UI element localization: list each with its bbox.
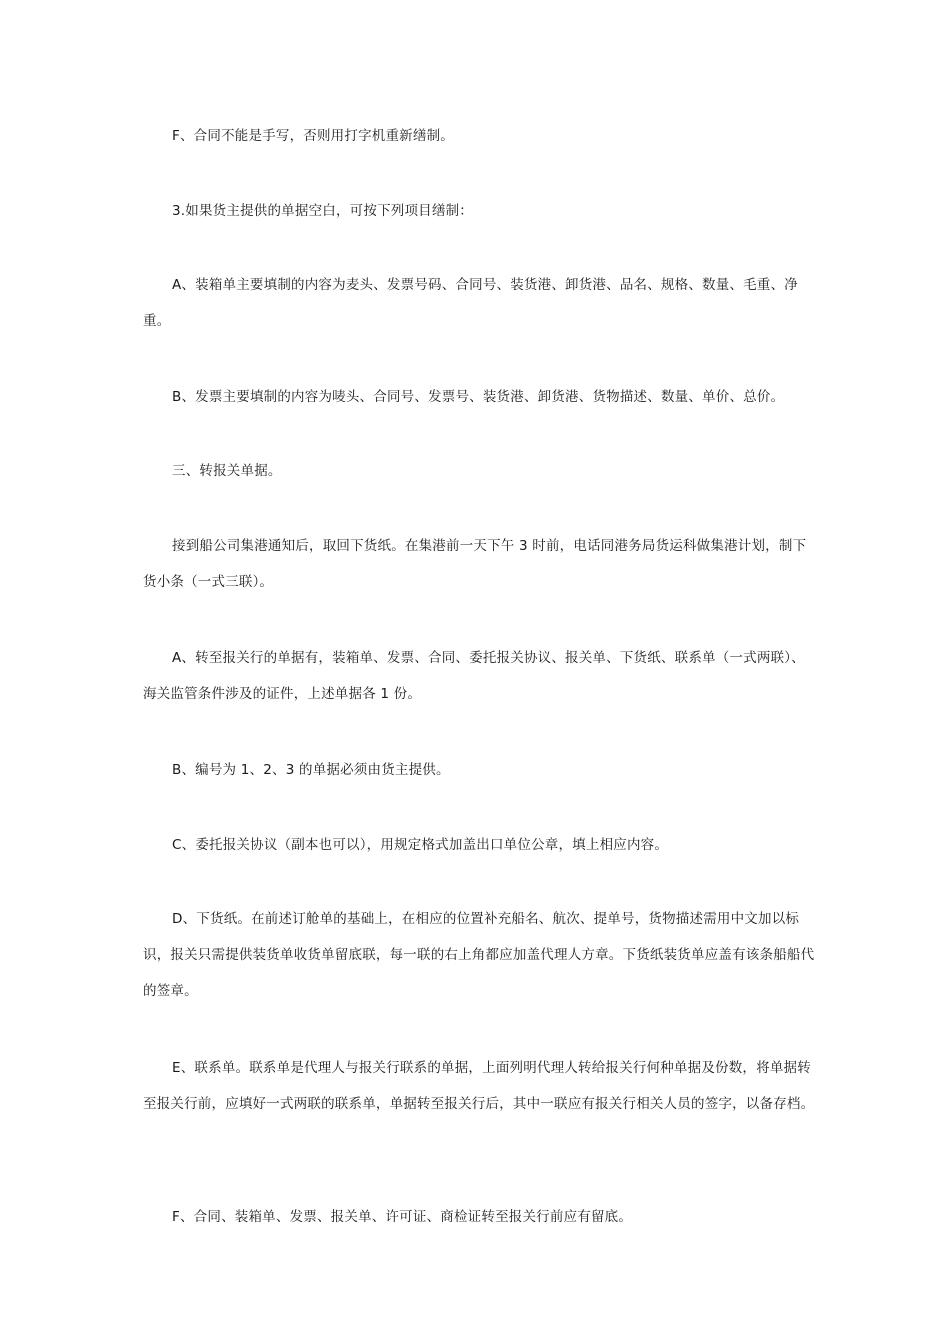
paragraph-blank-documents: 3.如果货主提供的单据空白，可按下列项目缮制： xyxy=(172,203,473,219)
paragraph-invoice: B、发票主要填制的内容为唛头、合同号、发票号、装货港、卸货港、货物描述、数量、单价、总价。 xyxy=(172,389,785,405)
paragraph-documents-to-broker: A、转至报关行的单据有，装箱单、发票、合同、委托报关协议、报关单、下货纸、联系单（一式两联）、海关监管条件涉及的证件，上述单据各 1 份。 xyxy=(143,650,805,702)
section-heading-customs-documents: 三、转报关单据。 xyxy=(172,463,282,479)
paragraph-packing-list: A、装箱单主要填制的内容为麦头、发票号码、合同号、装货港、卸货港、品名、规格、数量、毛重、净重。 xyxy=(143,277,798,329)
paragraph-contract-not-handwritten: F、合同不能是手写，否则用打字机重新缮制。 xyxy=(172,128,454,144)
paragraph-port-notice: 接到船公司集港通知后，取回下货纸。在集港前一天下午 3 时前，电话同港务局货运科做集港计划，制下货小条（一式三联）。 xyxy=(143,538,807,590)
paragraph-entrustment-agreement: C、委托报关协议（副本也可以），用规定格式加盖出口单位公章，填上相应内容。 xyxy=(172,837,669,853)
paragraph-shipping-order: D、下货纸。在前述订舱单的基础上，在相应的位置补充船名、航次、提单号，货物描述需用中文加以标识，报关只需提供装货单收货单留底联，每一联的右上角都应加盖代理人方章。下货纸装货单应盖有该条船船代的签章。 xyxy=(143,911,815,999)
paragraph-retain-copies: F、合同、装箱单、发票、报关单、许可证、商检证转至报关行前应有留底。 xyxy=(172,1209,633,1225)
paragraph-contact-sheet: E、联系单。联系单是代理人与报关行联系的单据，上面列明代理人转给报关行何种单据及份数，将单据转至报关行前，应填好一式两联的联系单，单据转至报关行后，其中一联应有报关行相关人员的签字，以备存档。 xyxy=(143,1060,815,1112)
paragraph-numbered-documents: B、编号为 1、2、3 的单据必须由货主提供。 xyxy=(172,762,450,778)
